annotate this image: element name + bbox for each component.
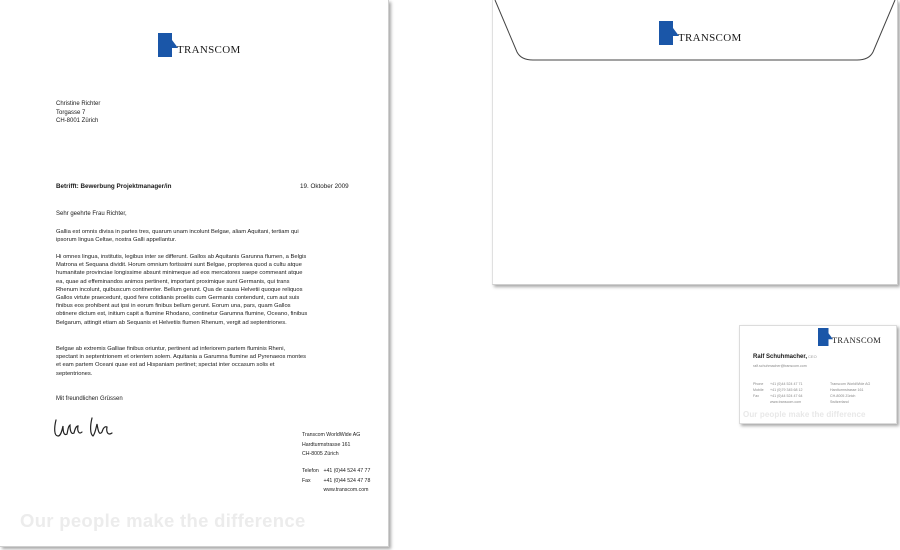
signature-icon [52,414,116,442]
contact-fax-value: +41 (0)44 524 47 78 [323,477,371,484]
card-web-row [753,400,802,406]
card-phone-block [753,382,802,406]
letter-paragraph-1: Gallia est omnis divisa in partes tres, quarum unam incolunt Belgae, aliam Aquitani, tertiam qui ipsorum lingua Celtae, nostra Galli appellantur. [56,229,299,244]
contact-fax-label: Fax [302,477,311,484]
recipient-name: Christine Richter [56,101,101,107]
card-slogan: Our people make the difference [743,410,866,419]
card-fax-label: Fax [753,393,759,398]
card-mobile-value: +41 (0)79 345 68 12 [770,387,803,392]
card-phone-label: Phone [753,382,764,386]
letter-slogan: Our people make the difference [20,510,306,531]
card-email: ralf.schuhmacher@transcom.com [753,364,807,368]
contact-phone-value: +41 (0)44 524 47 77 [323,468,371,474]
recipient-city: CH-8001 Zürich [56,118,99,125]
company-name: Transcom WorldWide AG [302,432,361,438]
card-company-street: Hardturmstrasse 161 [830,387,864,392]
transcom-logo-icon [158,33,178,57]
letter-contact-block [302,467,370,496]
letter-logo [158,33,241,57]
contact-phone [302,467,370,477]
letter-salutation: Sehr geehrte Frau Richter, [56,211,127,217]
letterhead-sheet [0,0,389,547]
card-fax-value: +41 (0)44 524 47 64 [770,393,803,398]
envelope-logo [659,21,742,45]
contact-web-value: www.transcom.com [323,487,369,494]
letter-logo-wordmark: TRANSCOM [177,44,241,56]
card-logo-wordmark: TRANSCOM [832,335,881,345]
card-name-text: Ralf Schuhmacher, [753,354,808,360]
letter-date: 19. Oktober 2009 [300,183,349,190]
card-company-name: Transcom WorldWide AG [830,382,871,386]
card-phone-value: +41 (0)44 524 47 71 [770,382,803,386]
business-card [739,325,897,424]
letter-subject: Betrifft: Bewerbung Projektmanager/in [56,183,172,190]
card-company-block [830,382,870,406]
card-web-value: www.transcom.com [770,399,802,404]
card-company-country: Switzerland [830,399,849,404]
recipient-address [56,100,100,126]
card-company-city: CH-8005 Zürich [830,393,856,398]
letter-company-block [302,431,360,460]
contact-web [302,486,370,496]
card-person-name [753,354,817,360]
contact-fax [302,477,370,487]
card-person-title: CEO [808,354,817,359]
envelope-logo-wordmark: TRANSCOM [678,32,742,44]
transcom-logo-icon [818,328,833,346]
letter-closing: Mit freundlichen Grüssen [56,396,123,402]
recipient-street: Torgasse 7 [56,109,86,116]
letter-paragraph-2: Hi omnes lingua, institutis, legibus inter se differunt. Gallos ab Aquitanis Garunna flumen, a Belgis Matrona et Sequana dividit. Horum omnium fortissimi sunt Belgae, propterea quod a cultu atque humanitate provinciae longissime absunt minimeque ad eos mercatores saepe commeant atque ea, quae ad effeminandos animos pertinent, important proximique sunt Germanis, qui trans Rhenum incolunt, quibuscum continenter. Bellum gerunt. Qua de causa Helvetii quoque reliquos Gallos virtute praecedunt, quod fere cotidianis proeliis cum Germanis contendunt, cum aut suis finibus eos prohibent aut ipsi in eorum finibus bellum gerunt. Eorum una, pars, quam Gallos obtinere dictum est, initium capit a flumine Rhodano, continetur Garumna flumine, Oceano, finibus Belgarum, attingit etiam ab Sequanis et Helvetiis flumen Rhenum, vergit ad septentriones. [56,254,308,326]
company-street: Hardturmstrasse 161 [302,441,351,448]
card-mobile-label: Mobile [753,387,764,392]
contact-phone-label: Telefon [302,468,319,474]
company-city: CH-8005 Zürich [302,451,339,458]
letter-paragraph-3: Belgae ab extremis Galliae finibus oriuntur, pertinent ad inferiorem partem fluminis Rheni, spectant in septentrionem et orientem solem. Aquitania a Garumna flumine ad Pyrenaeos montes et eam partem Oceani quae est ad Hispaniam pertinet; spectat inter occasum solis et septentriones. [56,346,307,377]
transcom-logo-icon [659,21,679,45]
card-logo [818,328,881,346]
envelope [492,0,898,285]
